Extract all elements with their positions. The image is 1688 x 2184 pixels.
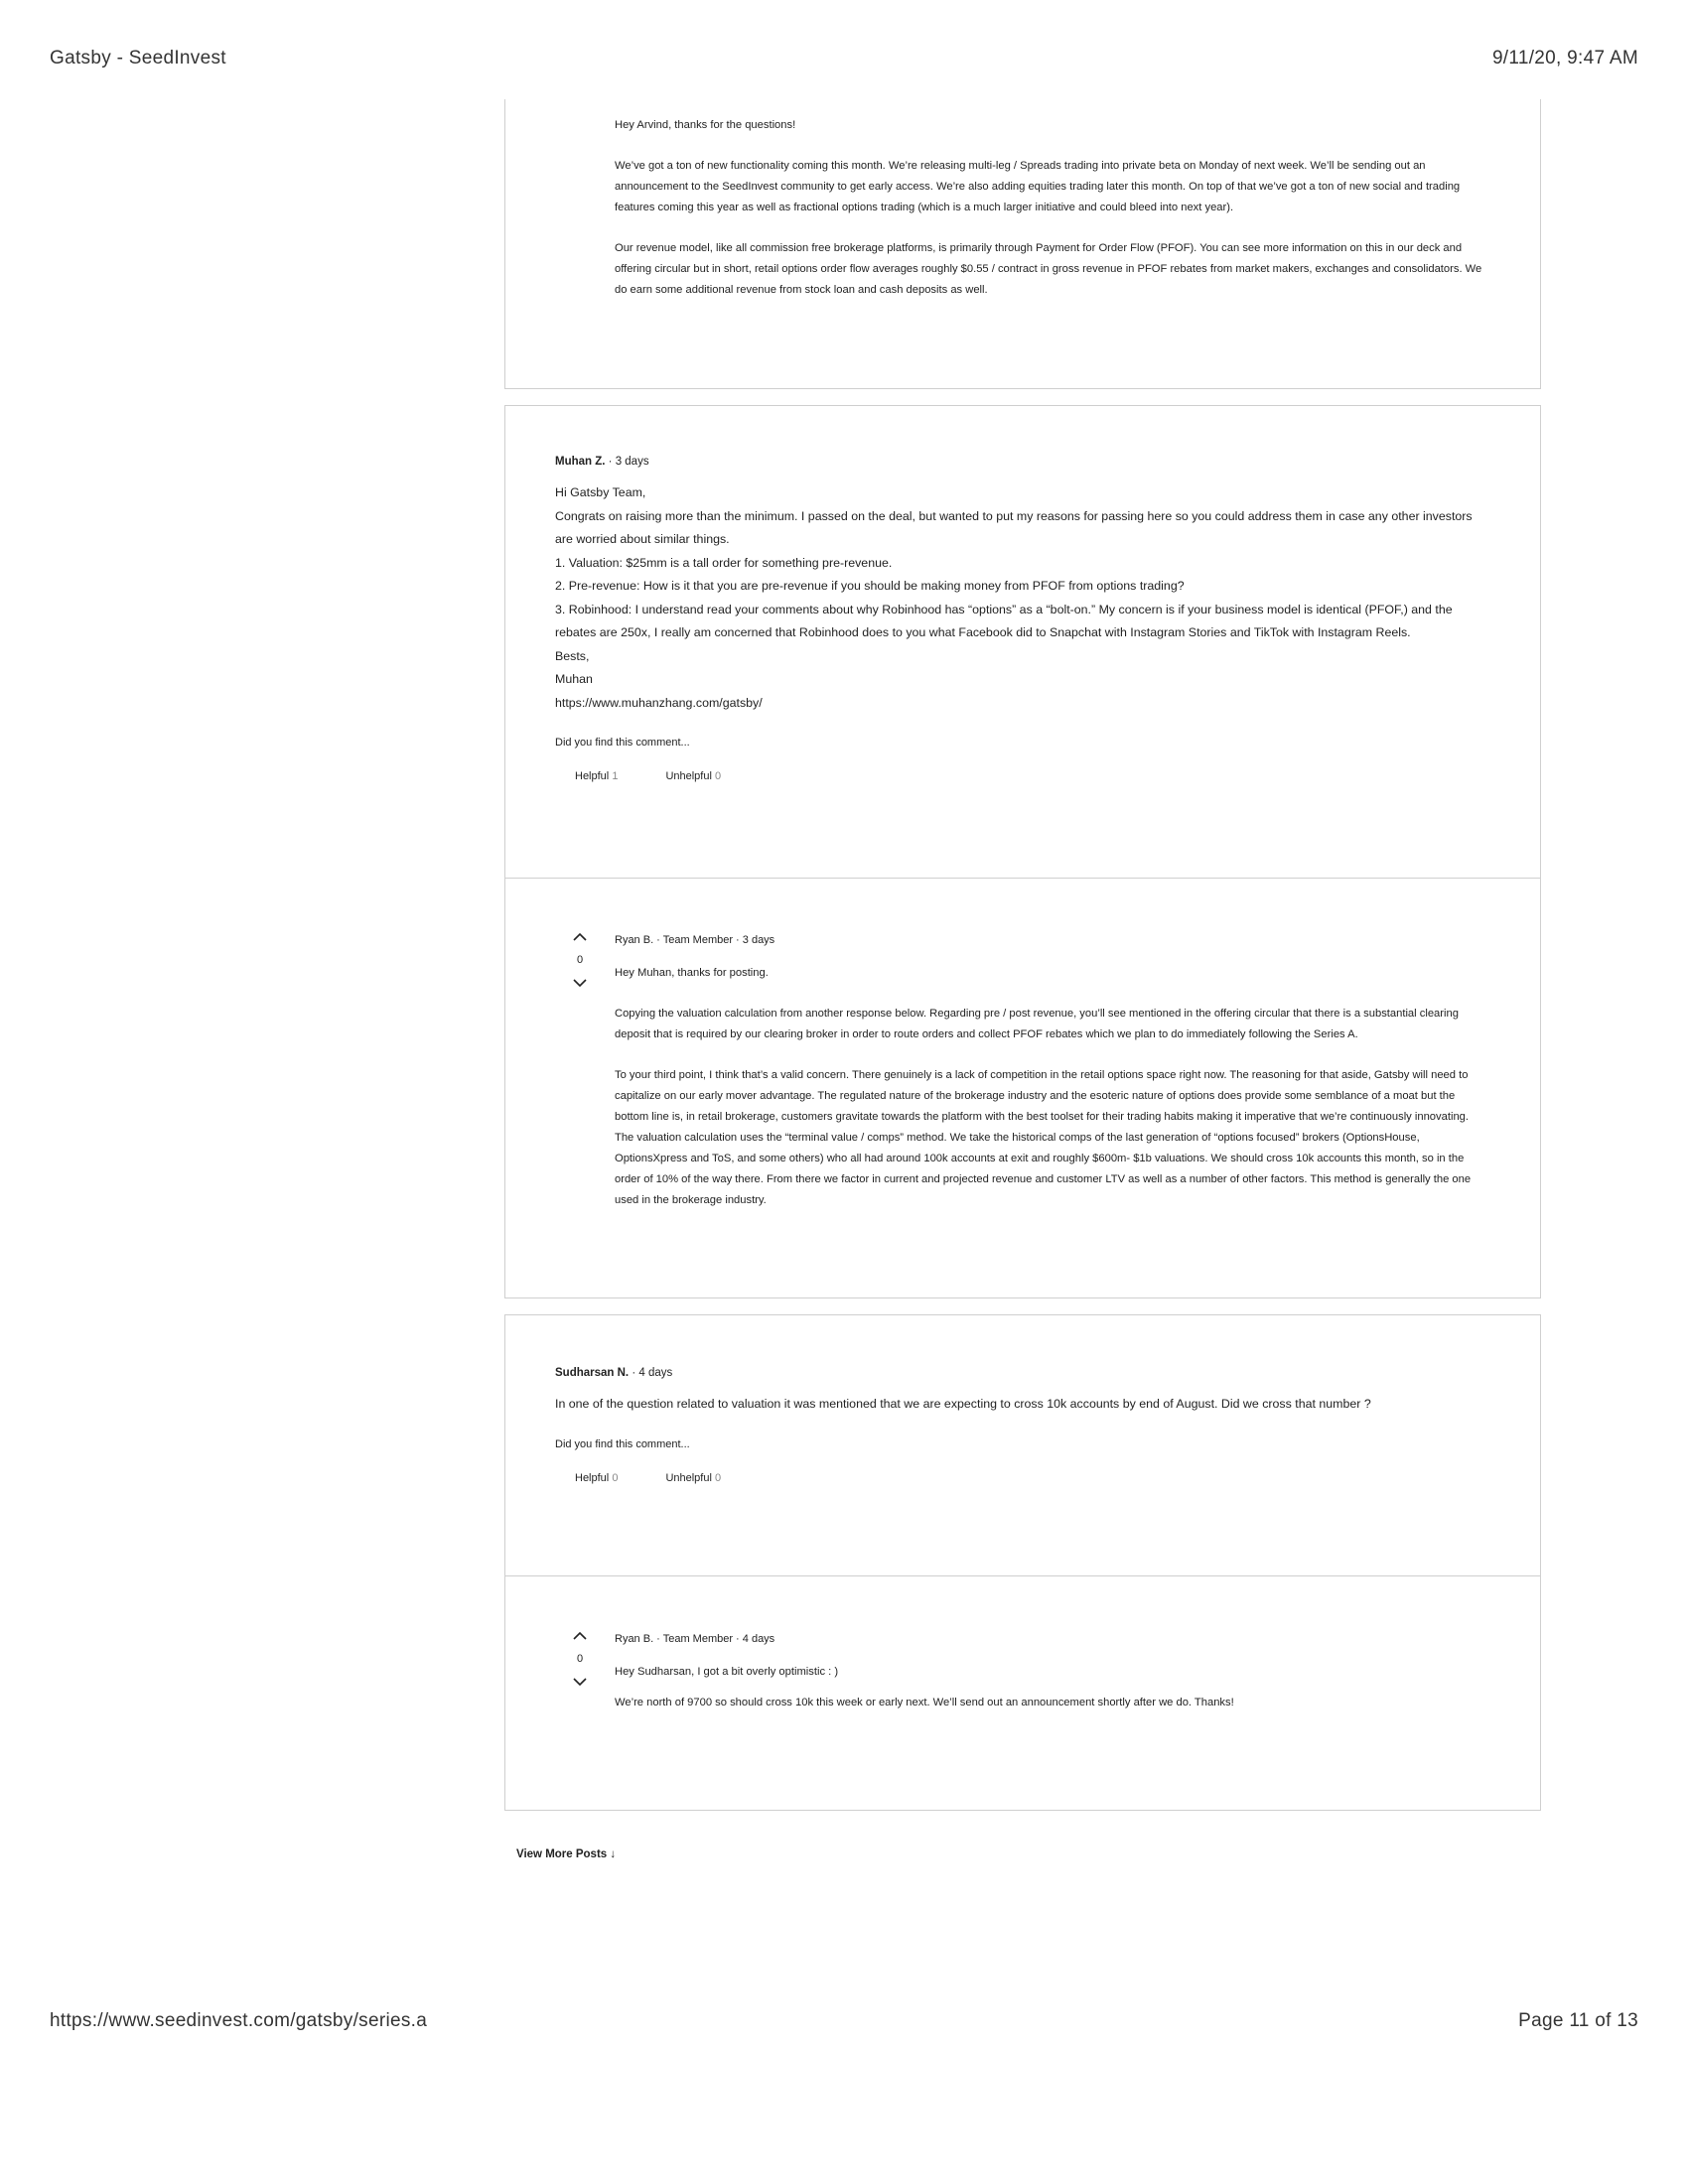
- helpful-button[interactable]: [575, 1472, 618, 1484]
- downvote-icon[interactable]: [565, 978, 595, 988]
- reply-paragraph: Copying the valuation calculation from another response below. Regarding pre / post revenue, you’ll see mentioned in the offering circular that there is a substantial clearing deposit that is required by our clearing broker in order to route orders and collect PFOF rebates which we plan to do immediately following the Series A.: [615, 1008, 1459, 1040]
- upvote-icon[interactable]: [565, 932, 595, 942]
- reply-paragraph: Hey Muhan, thanks for posting.: [615, 967, 769, 979]
- comment-body: [555, 481, 1480, 715]
- comment-body: In one of the question related to valuation it was mentioned that we are expecting to cross 10k accounts by end of August. Did we cross that number ?: [555, 1397, 1371, 1411]
- comment-line: Congrats on raising more than the minimum. I passed on the deal, but wanted to put my reasons for passing here so you could address them in case any other investors are worried about similar things.: [555, 508, 1473, 546]
- reply-meta: Ryan B. · Team Member · 3 days: [615, 934, 775, 946]
- vote-widget: [565, 932, 595, 988]
- vote-count: 0: [576, 1653, 584, 1665]
- reply-paragraph: We’ve got a ton of new functionality coming this month. We’re releasing multi-leg / Spreads trading into private beta on Monday of next week. We’ll be sending out an announcement to the SeedInvest community to get early access. We’re also adding equities trading later this month. On top of that we’ve got a ton of new social and trading features coming this year as well as fractional options trading (which is a much larger initiative and could bleed into next year).: [615, 160, 1461, 213]
- unhelpful-button[interactable]: [665, 770, 721, 782]
- comment-author[interactable]: Sudharsan N.: [555, 1367, 630, 1379]
- reply-card-continued: [504, 99, 1541, 389]
- unhelpful-label: Unhelpful: [665, 770, 712, 782]
- page-header-datetime: 9/11/20, 9:47 AM: [1491, 48, 1638, 68]
- divider: [505, 878, 1540, 879]
- reply-paragraph: To your third point, I think that’s a valid concern. There genuinely is a lack of competition in the retail options space right now. The reasoning for that aside, Gatsby will need to capitalize on our early mover advantage. The regulated nature of the brokerage industry and the esoteric nature of options does provide some semblance of a moat but the bottom line is, in retail brokerage, customers gravitate towards the platform with the best toolset for their trading habits making it imperative that we’re continuously innovating. The valuation calculation uses the “terminal value / comps” method. We take the historical comps of the last generation of “options focused” brokers (OptionsHouse, OptionsXpress and ToS, and some others) who all had around 100k accounts at exit and roughly $600m- $1b valuations. We should cross 10k accounts this month, so in the order of 10% of the way there. From there we factor in current and projected revenue and customer LTV as well as a number of other factors. This method is generally the one used in the brokerage industry.: [615, 1069, 1472, 1206]
- vote-widget: [565, 1631, 595, 1687]
- helpful-count: 0: [612, 1471, 619, 1484]
- divider: [505, 1575, 1540, 1576]
- reply: [615, 930, 1490, 1223]
- page-header-title: Gatsby - SeedInvest: [50, 48, 226, 68]
- comment-meta: [555, 456, 1480, 468]
- page-footer-page-number: Page 11 of 13: [1518, 2010, 1638, 2031]
- view-more-posts-link[interactable]: View More Posts ↓: [516, 1848, 617, 1860]
- feedback-prompt: Did you find this comment...: [555, 737, 690, 749]
- reply: [615, 1629, 1490, 1725]
- comment: [555, 1367, 1480, 1484]
- comment-card-muhan: [504, 405, 1541, 1298]
- helpful-button[interactable]: [575, 770, 618, 782]
- unhelpful-count: 0: [714, 1471, 722, 1484]
- downvote-icon[interactable]: [565, 1677, 595, 1687]
- feedback-prompt: Did you find this comment...: [555, 1437, 690, 1450]
- comment-line: 1. Valuation: $25mm is a tall order for something pre-revenue.: [555, 555, 893, 570]
- comment-author[interactable]: Muhan Z.: [555, 456, 606, 468]
- helpful-label: Helpful: [575, 1471, 610, 1484]
- upvote-icon[interactable]: [565, 1631, 595, 1641]
- comment-line: 3. Robinhood: I understand read your comments about why Robinhood has “options” as a “bolt-on.” My concern is if your business model is identical (PFOF,) and the rebates are 250x, I really am concerned that Robinhood does to you what Facebook did to Snapchat with Instagram Stories and TikTok with Instagram Reels.: [555, 602, 1453, 639]
- reply-paragraph: Hey Arvind, thanks for the questions!: [615, 119, 796, 131]
- reply-body: [615, 115, 1485, 313]
- comment-card-sudharsan: [504, 1314, 1541, 1811]
- unhelpful-button[interactable]: [665, 1472, 721, 1484]
- comment-age: · 3 days: [608, 456, 649, 468]
- comment-line: 2. Pre-revenue: How is it that you are pre-revenue if you should be making money from PFOF from options trading?: [555, 579, 1185, 593]
- unhelpful-label: Unhelpful: [665, 1471, 712, 1484]
- comment-meta: [555, 1367, 1480, 1379]
- comment-age: · 4 days: [632, 1367, 673, 1379]
- helpful-label: Helpful: [575, 770, 610, 782]
- reply-paragraph: Our revenue model, like all commission free brokerage platforms, is primarily through Payment for Order Flow (PFOF). You can see more information on this in our deck and offering circular but in short, retail options order flow averages roughly $0.55 / contract in gross revenue in PFOF rebates from market makers, exchanges and consolidators. We do earn some additional revenue from stock loan and cash deposits as well.: [615, 242, 1482, 296]
- comment-line: Muhan: [555, 672, 593, 686]
- reply-meta: Ryan B. · Team Member · 4 days: [615, 1633, 775, 1645]
- comment-line: Bests,: [555, 648, 590, 663]
- comment: [555, 456, 1480, 782]
- comment-line: Hi Gatsby Team,: [555, 485, 646, 499]
- vote-count: 0: [576, 954, 584, 966]
- feedback-buttons: [555, 1472, 1480, 1484]
- helpful-count: 1: [612, 770, 619, 782]
- unhelpful-count: 0: [714, 770, 722, 782]
- reply-paragraph: Hey Sudharsan, I got a bit overly optimistic : ): [615, 1666, 839, 1678]
- feedback-buttons: [555, 770, 1480, 782]
- page-footer-url: https://www.seedinvest.com/gatsby/series.a: [50, 2010, 428, 2031]
- comment-link[interactable]: https://www.muhanzhang.com/gatsby/: [555, 695, 763, 710]
- reply-paragraph: We’re north of 9700 so should cross 10k this week or early next. We’ll send out an announcement shortly after we do. Thanks!: [615, 1697, 1234, 1708]
